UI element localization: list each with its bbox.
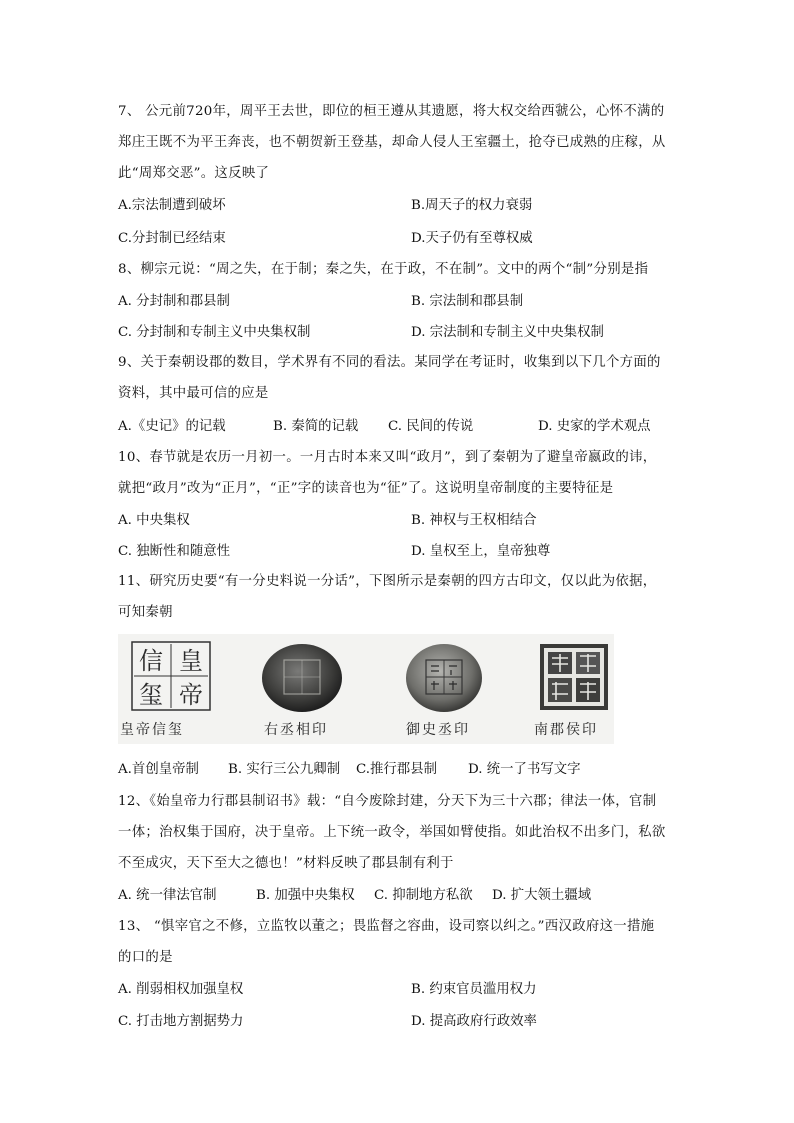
option-a: A. 削弱相权加强皇权 bbox=[118, 982, 244, 997]
question-text-line: 一体；治权集于国府，决于皇帝。上下统一政令，举国如臂使指。如此治权不出多门，私欲 bbox=[118, 825, 666, 840]
option-d: D. 提高政府行政效率 bbox=[411, 1014, 537, 1029]
option-c: C. 独断性和随意性 bbox=[118, 544, 231, 559]
option-c: C. 打击地方割据势力 bbox=[118, 1014, 244, 1029]
option-d: D. 史家的学术观点 bbox=[538, 419, 651, 434]
question-text-line: 的口的是 bbox=[118, 950, 173, 965]
seal-right-chancellor bbox=[260, 642, 344, 714]
seal-glyph: 玺 bbox=[139, 681, 163, 709]
option-b: B.周天子的权力衰弱 bbox=[411, 198, 533, 213]
seal-caption: 右丞相印 bbox=[264, 722, 328, 738]
seal-glyph: 信 bbox=[139, 647, 163, 675]
seal-glyph: 皇 bbox=[179, 647, 203, 675]
question-text-line: 此“周郑交恶”。这反映了 bbox=[118, 166, 270, 181]
seal-caption: 南郡侯印 bbox=[534, 722, 598, 738]
option-d: D. 扩大领土疆域 bbox=[492, 888, 592, 903]
option-c: C.推行郡县制 bbox=[356, 762, 437, 777]
question-text-line: 8、柳宗元说：“周之失，在于制；秦之失，在于政，不在制”。文中的两个“制”分别是指 bbox=[118, 262, 649, 277]
question-text-line: 13、 “惧宰官之不修，立监牧以董之；畏监督之容曲，设司察以纠之。”西汉政府这一措施 bbox=[118, 919, 655, 934]
seal-nanjun-marquis bbox=[538, 642, 610, 712]
option-d: D. 皇权至上，皇帝独尊 bbox=[411, 544, 551, 559]
option-d: D.天子仍有至尊权威 bbox=[411, 231, 533, 246]
seal-caption: 皇帝信玺 bbox=[120, 722, 184, 738]
option-b: B. 宗法制和郡县制 bbox=[411, 294, 524, 309]
option-b: B. 实行三公九卿制 bbox=[228, 762, 341, 777]
option-d: D. 统一了书写文字 bbox=[468, 762, 581, 777]
option-b: B. 加强中央集权 bbox=[256, 888, 355, 903]
question-text-line: 资料，其中最可信的应是 bbox=[118, 386, 269, 401]
option-a: A. 中央集权 bbox=[118, 513, 190, 528]
option-a: A.《史记》的记载 bbox=[118, 419, 226, 434]
option-c: C. 分封制和专制主义中央集权制 bbox=[118, 325, 311, 340]
option-c: C. 抑制地方私欲 bbox=[374, 888, 473, 903]
option-d: D. 宗法制和专制主义中央集权制 bbox=[411, 325, 604, 340]
option-b: B. 约束官员滥用权力 bbox=[411, 982, 537, 997]
seal-glyph: 帝 bbox=[179, 681, 203, 709]
option-c: C.分封制已经结束 bbox=[118, 231, 226, 246]
question-text-line: 可知秦朝 bbox=[118, 605, 173, 620]
question-text-line: 就把“政月”改为“正月”，“正”字的读音也为“征”了。这说明皇帝制度的主要特征是 bbox=[118, 481, 614, 496]
seal-images bbox=[118, 634, 614, 744]
option-a: A. 统一律法官制 bbox=[118, 888, 217, 903]
option-a: A. 分封制和郡县制 bbox=[118, 294, 230, 309]
question-text-line: 郑庄王既不为平王奔丧，也不朝贺新王登基，却命人侵人王室疆土，抢夺已成熟的庄稼，从 bbox=[118, 135, 666, 150]
option-c: C. 民间的传说 bbox=[388, 419, 474, 434]
question-text-line: 不至成灾，天下至大之德也！”材料反映了郡县制有利于 bbox=[118, 856, 454, 871]
seal-imperial-censor bbox=[404, 642, 484, 714]
option-a: A.宗法制遭到破坏 bbox=[118, 198, 226, 213]
question-text-line: 11、研究历史要“有一分史料说一分话”，下图所示是秦朝的四方古印文，仅以此为依据， bbox=[118, 574, 657, 589]
option-b: B. 秦简的记载 bbox=[273, 419, 359, 434]
question-text-line: 10、春节就是农历一月初一。一月古时本来又叫“政月”，到了秦朝为了避皇帝嬴政的讳， bbox=[118, 450, 657, 465]
question-text-line: 9、关于秦朝设郡的数目，学术界有不同的看法。某同学在考证时，收集到以下几个方面的 bbox=[118, 355, 661, 370]
question-text-line: 12、《始皇帝力行郡县制诏书》载：“自今废除封建，分天下为三十六郡；律法一体，官制 bbox=[118, 794, 657, 809]
question-text-line: 7、 公元前720年，周平王去世，即位的桓王遵从其遗愿，将大权交给西虢公，心怀不满的 bbox=[118, 104, 665, 119]
seal-imperial bbox=[130, 640, 212, 712]
option-b: B. 神权与王权相结合 bbox=[411, 513, 537, 528]
option-a: A.首创皇帝制 bbox=[118, 762, 199, 777]
seal-caption: 御史丞印 bbox=[406, 722, 470, 738]
